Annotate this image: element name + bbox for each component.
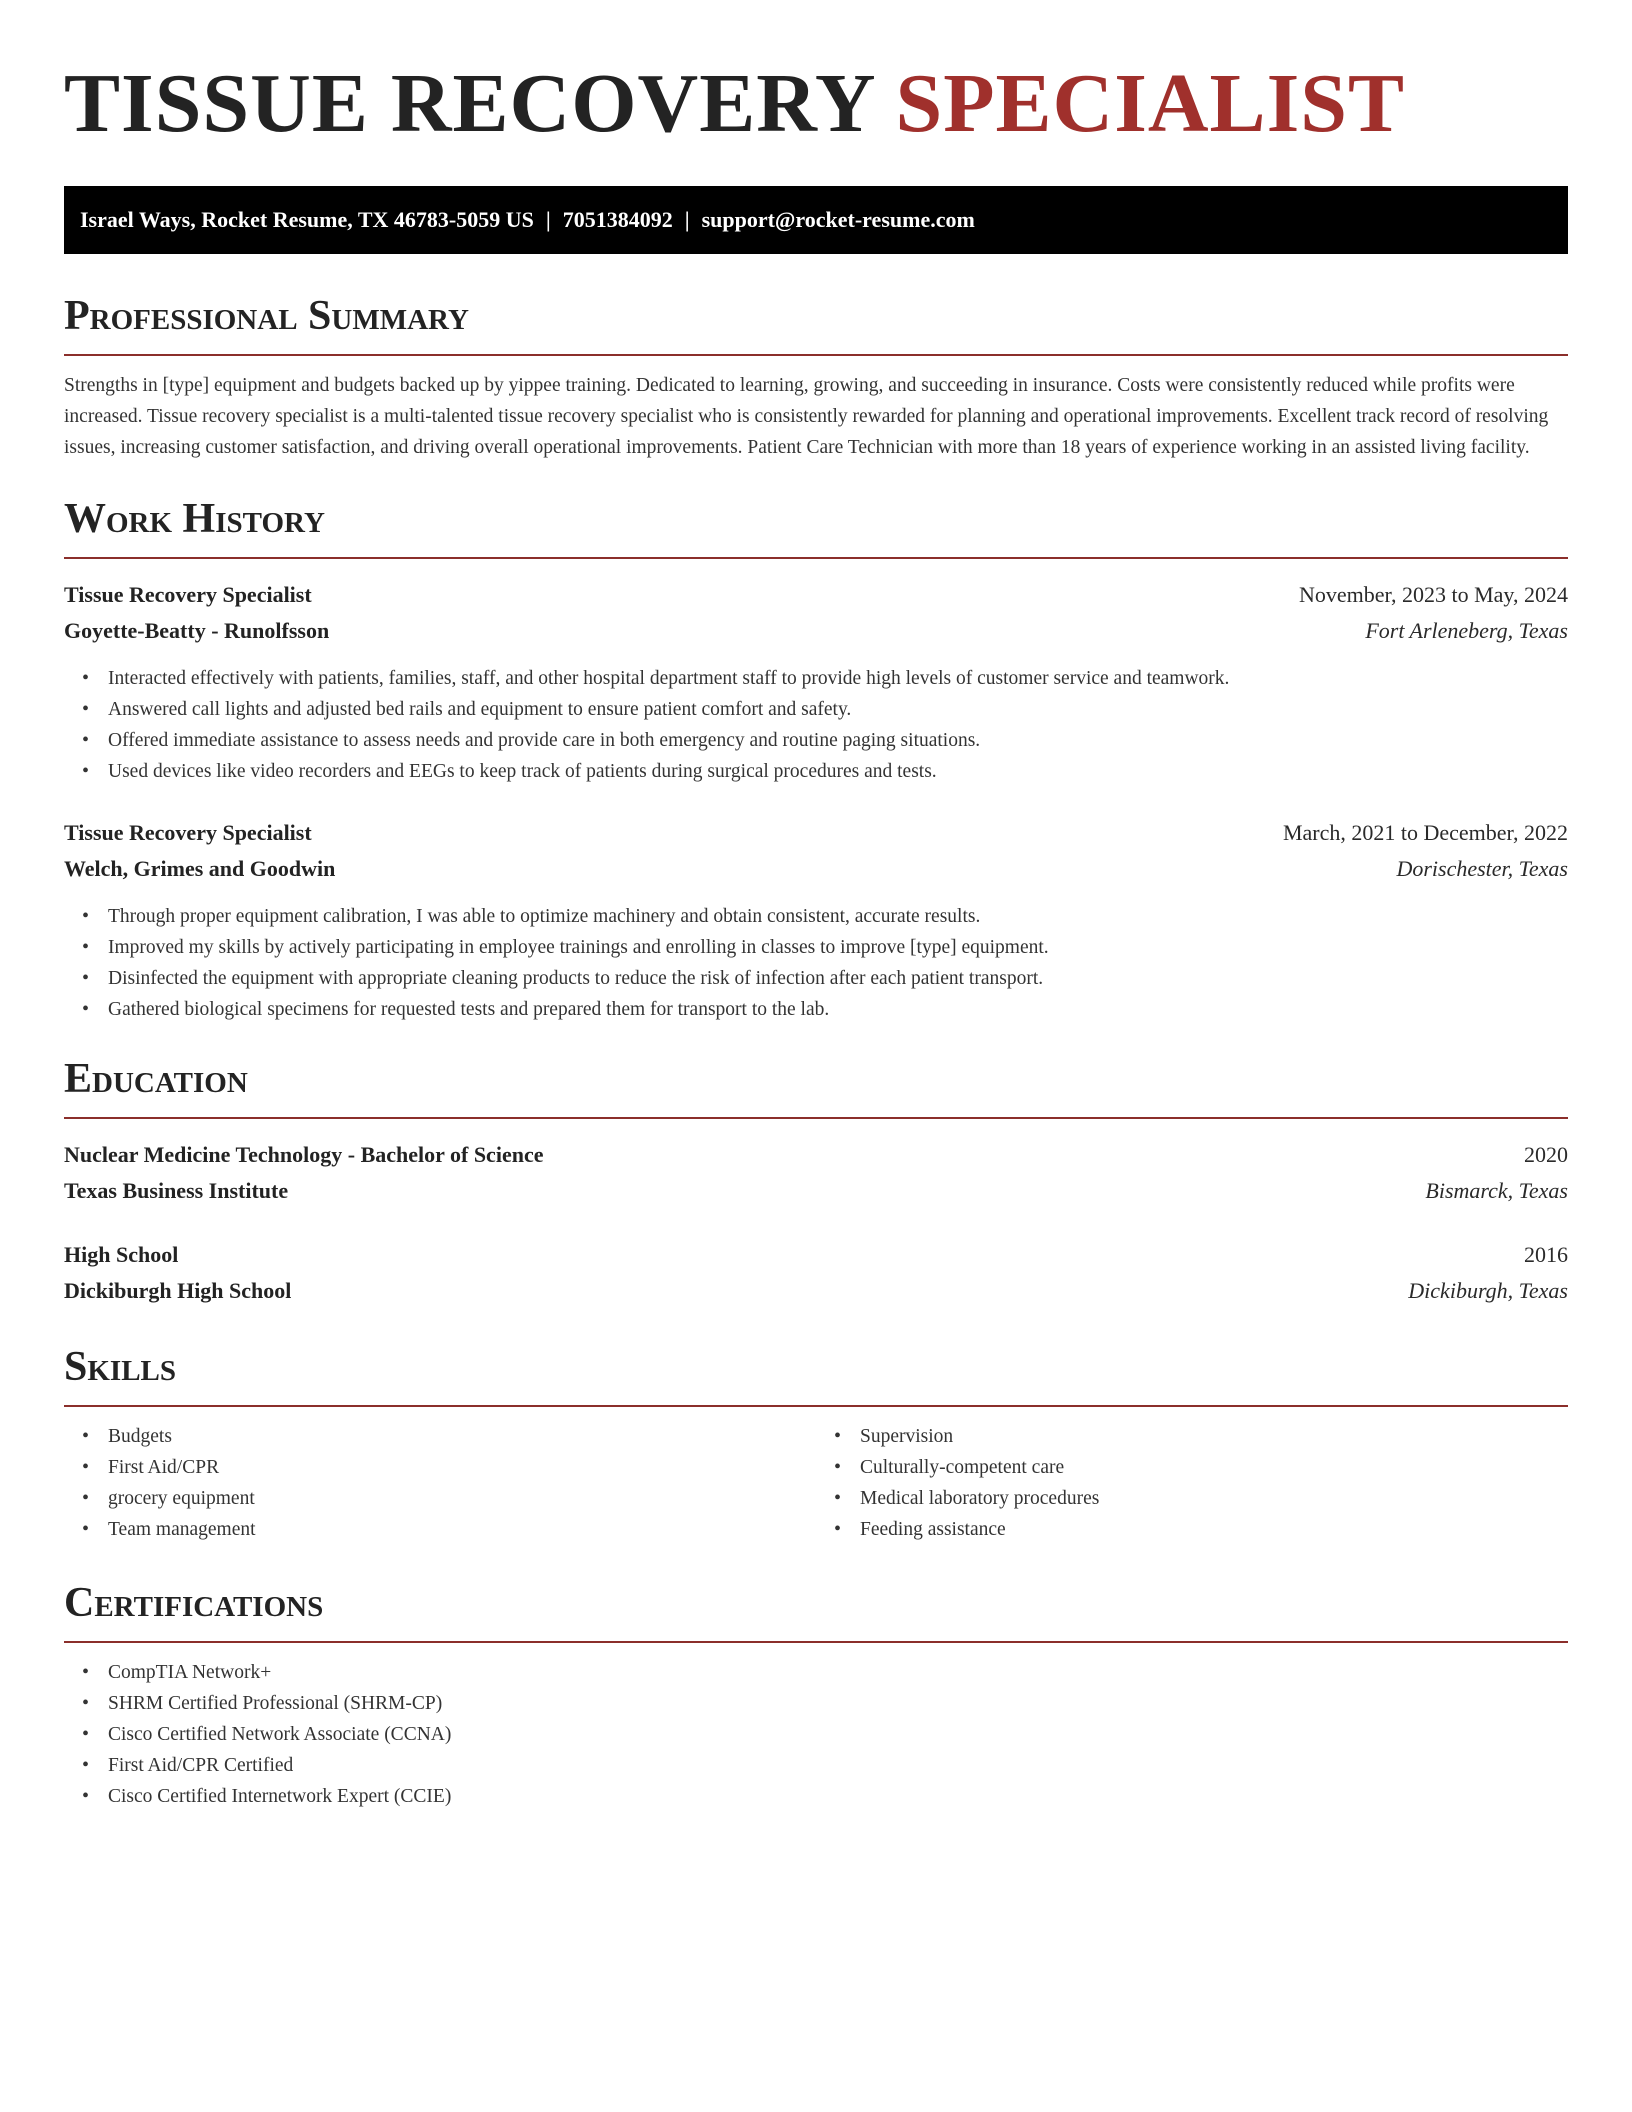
summary-heading: Professional Summary	[64, 290, 1568, 356]
education-school-row	[64, 1273, 1568, 1309]
resume-title	[64, 56, 1568, 152]
education-year: 2016	[1524, 1242, 1568, 1267]
job-entry	[64, 577, 1568, 787]
job-duty: • Gathered biological specimens for requested tests and prepared them for transport to the lab.	[108, 994, 1568, 1025]
education-heading: Education	[64, 1053, 1568, 1119]
certifications-heading: Certifications	[64, 1577, 1568, 1643]
education-school: Dickiburgh High School	[64, 1278, 292, 1303]
skill-item: • Team management	[108, 1514, 816, 1545]
education-degree-row	[64, 1137, 1568, 1173]
contact-phone[interactable]: 7051384092	[562, 207, 673, 232]
job-location: Fort Arleneberg, Texas	[1365, 618, 1568, 643]
job-title-row	[64, 815, 1568, 851]
certification-item: • SHRM Certified Professional (SHRM-CP)	[108, 1688, 1568, 1719]
job-duty: • Disinfected the equipment with appropriate cleaning products to reduce the risk of infection after each patient transport.	[108, 963, 1568, 994]
job-location: Dorischester, Texas	[1396, 856, 1568, 881]
education-entry	[64, 1237, 1568, 1309]
certifications-section	[64, 1577, 1568, 1812]
education-degree-row	[64, 1237, 1568, 1273]
certification-item: • CompTIA Network+	[108, 1657, 1568, 1688]
skill-item: • Feeding assistance	[860, 1514, 1568, 1545]
skills-list-right	[816, 1421, 1568, 1545]
title-accent: SPECIALIST	[895, 57, 1406, 150]
education-school-row	[64, 1173, 1568, 1209]
skills-list-left	[64, 1421, 816, 1545]
education-section	[64, 1053, 1568, 1309]
skills-heading: Skills	[64, 1341, 1568, 1407]
education-school: Texas Business Institute	[64, 1178, 289, 1203]
skills-section	[64, 1341, 1568, 1545]
skill-item: • Culturally-competent care	[860, 1452, 1568, 1483]
summary-section	[64, 290, 1568, 463]
job-title: Tissue Recovery Specialist	[64, 820, 312, 845]
job-company: Welch, Grimes and Goodwin	[64, 856, 336, 881]
certification-item: • Cisco Certified Network Associate (CCNA)	[108, 1719, 1568, 1750]
job-duties-list	[64, 663, 1568, 787]
job-duties-list	[64, 901, 1568, 1025]
job-duty: • Improved my skills by actively participating in employee trainings and enrolling in classes to improve [type] equipment.	[108, 932, 1568, 963]
contact-bar	[64, 186, 1568, 254]
skill-item: • Medical laboratory procedures	[860, 1483, 1568, 1514]
certification-item: • First Aid/CPR Certified	[108, 1750, 1568, 1781]
job-duty: • Interacted effectively with patients, families, staff, and other hospital department staff to provide high levels of customer service and teamwork.	[108, 663, 1568, 694]
job-company-row	[64, 613, 1568, 649]
certification-item: • Cisco Certified Internetwork Expert (CCIE)	[108, 1781, 1568, 1812]
education-degree: Nuclear Medicine Technology - Bachelor of Science	[64, 1142, 544, 1167]
job-duty: • Used devices like video recorders and EEGs to keep track of patients during surgical procedures and tests.	[108, 756, 1568, 787]
contact-address: Israel Ways, Rocket Resume, TX 46783-5059 US	[80, 207, 534, 232]
job-duty: • Offered immediate assistance to assess needs and provide care in both emergency and routine paging situations.	[108, 725, 1568, 756]
job-company: Goyette-Beatty - Runolfsson	[64, 618, 330, 643]
contact-email[interactable]: support@rocket-resume.com	[701, 207, 975, 232]
job-company-row	[64, 851, 1568, 887]
skill-item: • First Aid/CPR	[108, 1452, 816, 1483]
education-entry	[64, 1137, 1568, 1209]
work-history-section	[64, 493, 1568, 1025]
skill-item: • Supervision	[860, 1421, 1568, 1452]
job-title-row	[64, 577, 1568, 613]
job-dates: March, 2021 to December, 2022	[1282, 820, 1568, 845]
job-dates: November, 2023 to May, 2024	[1299, 582, 1568, 607]
contact-separator: |	[545, 207, 551, 232]
job-duty: • Answered call lights and adjusted bed rails and equipment to ensure patient comfort and safety.	[108, 694, 1568, 725]
education-degree: High School	[64, 1242, 179, 1267]
title-main: TISSUE RECOVERY	[64, 57, 874, 150]
work-history-heading: Work History	[64, 493, 1568, 559]
education-location: Bismarck, Texas	[1425, 1178, 1568, 1203]
summary-text: Strengths in [type] equipment and budgets backed up by yippee training. Dedicated to learning, growing, and succeeding in insurance. Costs were consistently reduced while profits were increased. Tissue recovery specialist is a multi-talented tissue recovery specialist who is consistently rewarded for planning and operational improvements. Excellent track record of resolving issues, increasing customer satisfaction, and driving overall operational improvements. Patient Care Technician with more than 18 years of experience working in an assisted living facility.	[64, 375, 1549, 458]
job-title: Tissue Recovery Specialist	[64, 582, 312, 607]
job-duty: • Through proper equipment calibration, I was able to optimize machinery and obtain consistent, accurate results.	[108, 901, 1568, 932]
skills-grid	[64, 1421, 1568, 1545]
skill-item: • grocery equipment	[108, 1483, 816, 1514]
job-entry	[64, 815, 1568, 1025]
contact-separator: |	[684, 207, 690, 232]
education-year: 2020	[1524, 1142, 1568, 1167]
skill-item: • Budgets	[108, 1421, 816, 1452]
education-location: Dickiburgh, Texas	[1408, 1278, 1568, 1303]
certifications-list	[64, 1657, 1568, 1812]
